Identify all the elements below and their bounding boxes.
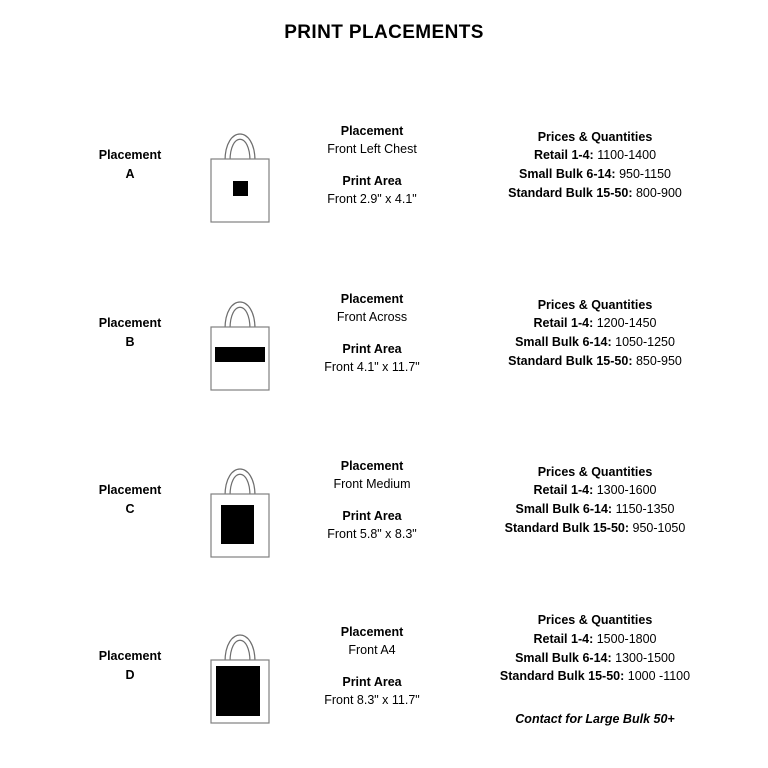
placement-spec (288, 82, 456, 248)
placement-code-word: Placement (98, 648, 162, 663)
print-area-shape (215, 347, 265, 362)
retail-label: Retail 1-4: (533, 316, 594, 331)
standard-bulk-value: 850-950 (635, 353, 682, 368)
standard-bulk-price-line (500, 667, 690, 686)
placement-heading: Placement (340, 123, 404, 138)
small-bulk-value: 950-1150 (619, 167, 671, 181)
small-bulk-value: 1300-1500 (615, 650, 675, 665)
placement-heading: Placement (340, 291, 404, 306)
placement-code (60, 417, 200, 583)
standard-bulk-value: 950-1050 (632, 520, 686, 535)
tote-bag-illustration (192, 583, 288, 749)
small-bulk-price-line (515, 649, 675, 668)
placement-row (0, 250, 768, 416)
retail-price-line (534, 146, 656, 165)
placement-value: Front Left Chest (327, 141, 417, 156)
placement-code-word: Placement (98, 482, 162, 497)
tote-bag-icon (205, 606, 275, 726)
placement-heading: Placement (340, 624, 404, 639)
print-area-heading: Print Area (342, 675, 402, 689)
placement-spec (288, 583, 456, 749)
placement-value: Front Medium (333, 476, 411, 491)
placement-heading: Placement (340, 458, 404, 473)
print-area-value: Front 5.8" x 8.3" (327, 527, 417, 542)
small-bulk-label: Small Bulk 6-14: (515, 650, 612, 665)
prices-heading: Prices & Quantities (537, 129, 653, 144)
placement-code-word: Placement (98, 147, 162, 162)
print-area-shape (216, 666, 260, 716)
retail-price-line (533, 630, 656, 649)
retail-value: 1100-1400 (597, 148, 657, 163)
print-area-value: Front 8.3" x 11.7" (324, 693, 420, 708)
prices-heading: Prices & Quantities (537, 464, 653, 479)
retail-label: Retail 1-4: (533, 483, 594, 498)
tote-bag-icon (205, 105, 275, 225)
placement-row (0, 82, 768, 248)
retail-price-line (533, 481, 656, 500)
placement-row (0, 417, 768, 583)
placement-code (60, 583, 200, 749)
small-bulk-value: 1150-1350 (615, 502, 675, 516)
placement-code (60, 250, 200, 416)
tote-bag-illustration (192, 82, 288, 248)
retail-value: 1200-1450 (596, 316, 657, 331)
standard-bulk-price-line (505, 519, 686, 538)
standard-bulk-label: Standard Bulk 15-50: (508, 353, 633, 368)
print-area-value: Front 4.1" x 11.7" (324, 360, 420, 375)
small-bulk-label: Small Bulk 6-14: (519, 167, 616, 181)
placement-spec (288, 250, 456, 416)
small-bulk-price-line (519, 165, 671, 184)
standard-bulk-price-line (508, 352, 682, 371)
retail-value: 1300-1600 (596, 483, 657, 498)
tote-bag-illustration (192, 250, 288, 416)
placement-value: Front A4 (348, 642, 396, 657)
print-area-heading: Print Area (342, 342, 402, 356)
small-bulk-price-line (516, 500, 675, 519)
contact-footnote: Contact for Large Bulk 50+ (515, 712, 675, 726)
standard-bulk-price-line (508, 184, 682, 203)
placement-code-letter: C (125, 502, 135, 516)
prices-block (462, 250, 728, 416)
print-area-shape (221, 505, 254, 544)
standard-bulk-value: 800-900 (635, 185, 682, 200)
print-area-value: Front 2.9" x 4.1" (327, 192, 417, 207)
prices-heading: Prices & Quantities (537, 297, 653, 312)
placement-spec (288, 417, 456, 583)
retail-value: 1500-1800 (596, 631, 657, 646)
retail-label: Retail 1-4: (533, 631, 594, 646)
prices-block (462, 82, 728, 248)
standard-bulk-label: Standard Bulk 15-50: (504, 520, 630, 535)
small-bulk-label: Small Bulk 6-14: (515, 502, 613, 516)
retail-price-line (533, 314, 656, 333)
tote-bag-illustration (192, 417, 288, 583)
standard-bulk-value: 1000 -1100 (627, 669, 691, 684)
placement-code-letter: A (125, 167, 135, 181)
placement-code (60, 82, 200, 248)
placement-code-letter: B (125, 335, 135, 349)
prices-block (462, 417, 728, 583)
print-area-shape (233, 181, 248, 196)
tote-bag-icon (205, 273, 275, 393)
small-bulk-label: Small Bulk 6-14: (515, 335, 612, 349)
standard-bulk-label: Standard Bulk 15-50: (508, 185, 633, 200)
tote-bag-icon (205, 440, 275, 560)
print-area-heading: Print Area (342, 174, 402, 188)
standard-bulk-label: Standard Bulk 15-50: (499, 669, 625, 684)
page-title: PRINT PLACEMENTS (284, 22, 484, 43)
placement-value: Front Across (336, 309, 408, 324)
placement-code-letter: D (125, 668, 135, 682)
retail-label: Retail 1-4: (533, 148, 594, 163)
placement-code-word: Placement (98, 315, 162, 330)
print-area-heading: Print Area (342, 509, 402, 523)
prices-heading: Prices & Quantities (537, 613, 653, 627)
small-bulk-value: 1050-1250 (615, 335, 675, 349)
small-bulk-price-line (515, 333, 675, 352)
